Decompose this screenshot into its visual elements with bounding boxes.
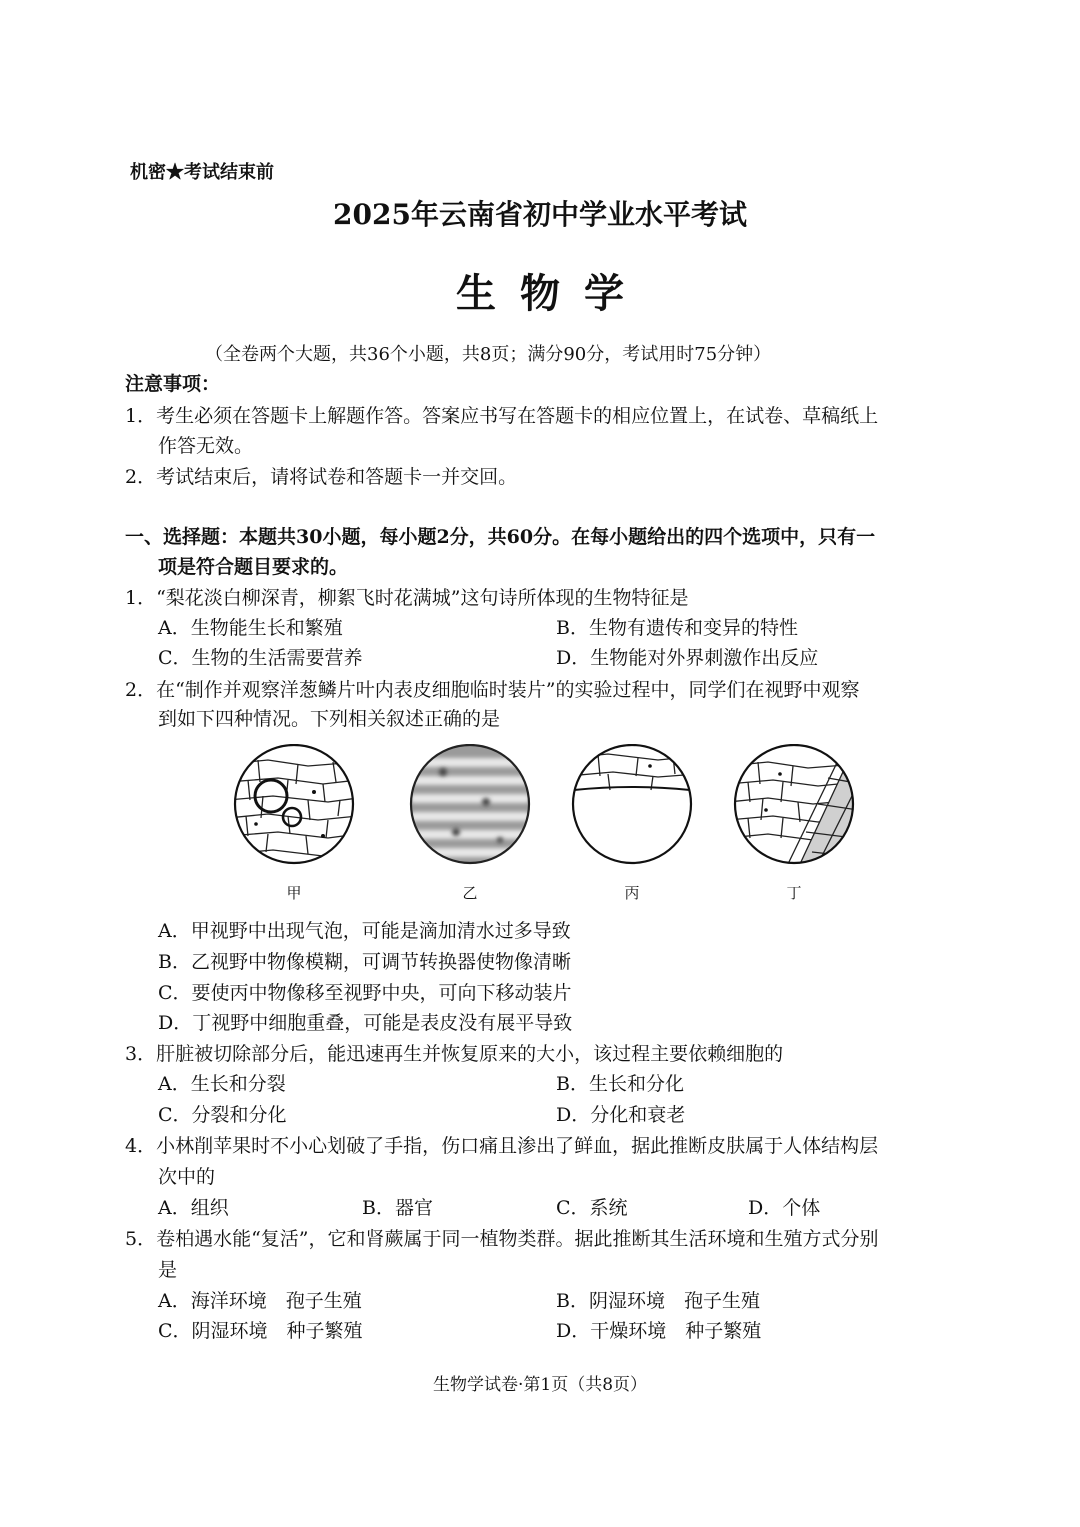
q3-option-b: B．生长和分化 [556,1073,684,1095]
q5-option-b: B．阴湿环境 孢子生殖 [556,1290,760,1312]
q3-stem: 3．肝脏被切除部分后，能迅速再生并恢复原来的大小，该过程主要依赖细胞的 [125,1043,784,1065]
view-jia [228,745,358,863]
section-heading-cont: 项是符合题目要求的。 [158,556,349,578]
q5-option-a: A．海洋环境 孢子生殖 [158,1290,362,1312]
q3-option-a: A．生长和分裂 [158,1073,286,1095]
view-bing [568,745,698,863]
q1-stem: 1．“梨花淡白柳深青，柳絮飞时花满城”这句诗所体现的生物特征是 [125,587,689,609]
figure-label-jia: 甲 [286,884,302,902]
q4-option-b: B．器官 [362,1197,433,1219]
q2-stem: 2．在“制作并观察洋葱鳞片叶内表皮细胞临时装片”的实验过程中，同学们在视野中观察 [125,679,860,701]
q1-option-a: A．生物能生长和繁殖 [158,617,343,639]
q5-stem-cont: 是 [158,1259,178,1281]
q4-stem: 4．小林削苹果时不小心划破了手指，伤口痛且渗出了鲜血，据此推断皮肤属于人体结构层 [125,1135,879,1157]
q1-option-c: C．生物的生活需要营养 [158,647,363,669]
q3-option-c: C．分裂和分化 [158,1104,287,1126]
notice-heading: 注意事项： [125,373,221,395]
q1-option-b: B．生物有遗传和变异的特性 [556,617,798,639]
subject-title: 生物学 [456,270,648,317]
view-yi [410,745,530,863]
q2-stem-cont: 到如下四种情况。下列相关叙述正确的是 [158,708,501,730]
q4-option-a: A．组织 [158,1197,229,1219]
exam-title: 2025年云南省初中学业水平考试 [333,198,747,231]
confidential-label: 机密★考试结束前 [130,162,274,183]
figure-label-ding: 丁 [786,884,802,902]
q2-option-d: D．丁视野中细胞重叠，可能是表皮没有展平导致 [158,1012,573,1034]
q2-option-b: B．乙视野中物像模糊，可调节转换器使物像清晰 [158,951,571,973]
q1-option-d: D．生物能对外界刺激作出反应 [556,647,819,669]
q5-option-d: D．干燥环境 种子繁殖 [556,1320,762,1342]
microscope-views-figure [228,744,868,914]
figure-label-bing: 丙 [624,884,640,902]
notice-item-2: 2．考试结束后，请将试卷和答题卡一并交回。 [125,466,518,488]
page-footer: 生物学试卷·第1页（共8页） [432,1375,648,1395]
q4-option-d: D．个体 [748,1197,821,1219]
q4-stem-cont: 次中的 [158,1166,216,1188]
q4-option-c: C．系统 [556,1197,628,1219]
section-heading: 一、选择题：本题共30小题，每小题2分，共60分。在每小题给出的四个选项中，只有一 [125,526,876,548]
q2-option-a: A．甲视野中出现气泡，可能是滴加清水过多导致 [158,920,571,942]
notice-item-1-cont: 作答无效。 [158,435,254,457]
q5-stem: 5．卷柏遇水能“复活”，它和肾蕨属于同一植物类群。据此推断其生活环境和生殖方式分别 [125,1228,879,1250]
q2-option-c: C．要使丙中物像移至视野中央，可向下移动装片 [158,982,572,1004]
figure-label-yi: 乙 [462,884,478,902]
view-ding [728,744,868,864]
notice-item-1: 1．考生必须在答题卡上解题作答。答案应书写在答题卡的相应位置上，在试卷、草稿纸上 [125,405,879,427]
exam-info: （全卷两个大题，共36个小题，共8页；满分90分，考试用时75分钟） [205,344,772,365]
q3-option-d: D．分化和衰老 [556,1104,686,1126]
q5-option-c: C．阴湿环境 种子繁殖 [158,1320,363,1342]
